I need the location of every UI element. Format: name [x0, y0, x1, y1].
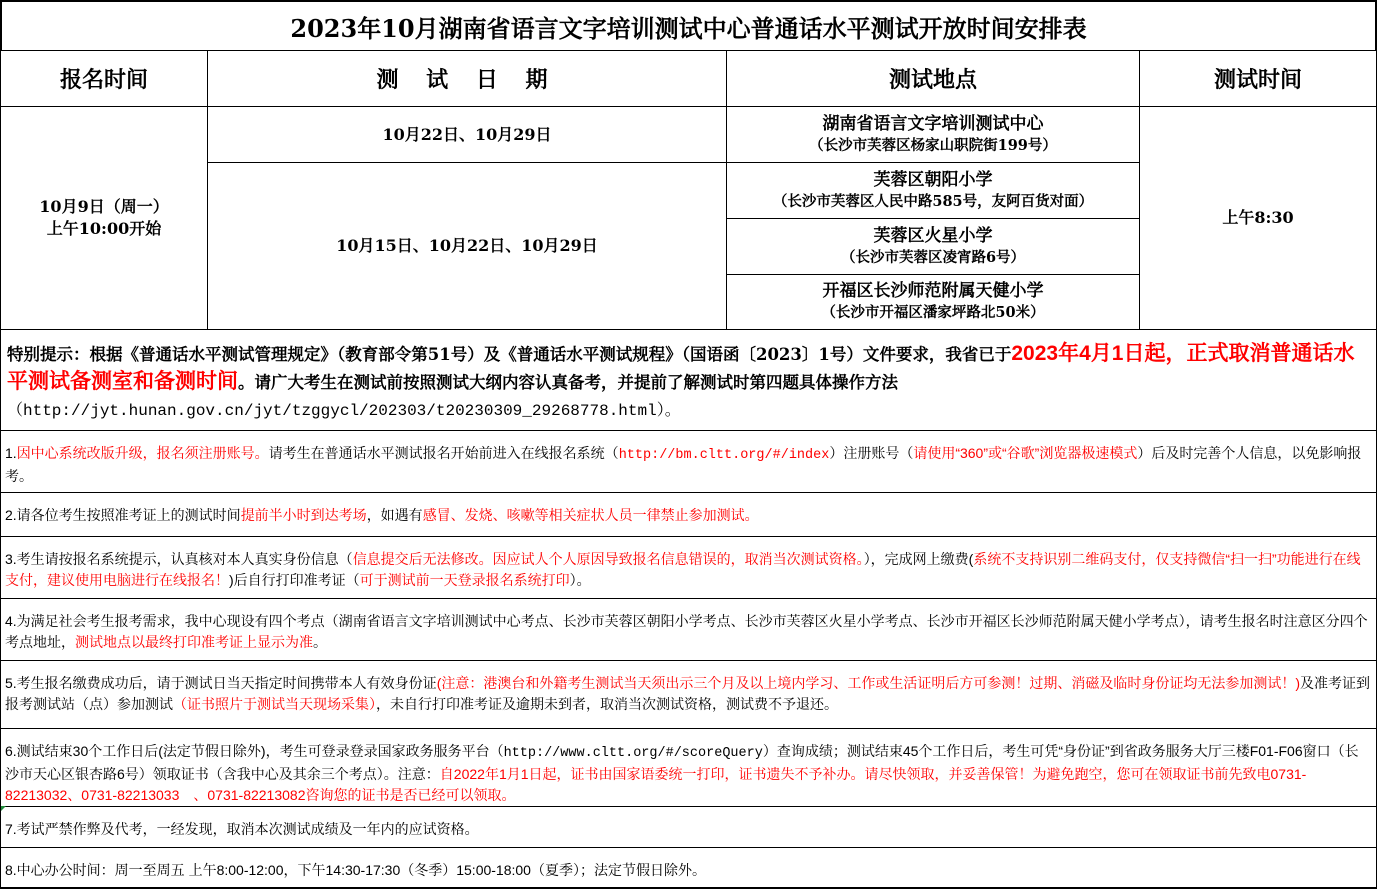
- note-segment: http://bm.cltt.org/#/index: [618, 448, 830, 463]
- note-segment: 测试地点以最终打印准考证上显示为准: [75, 634, 313, 650]
- note-segment: ）后及时完善个人信息，以免影响报考。: [5, 445, 1362, 484]
- note-8: [0, 847, 1377, 889]
- note-segment: 8.中心办公时间：周一至周五 上午8:00-12:00，下午14:30-17:30（冬季）15:00-18:00（夏季）；法定节假日除外。: [5, 862, 706, 878]
- test-date-group-1: [207, 106, 727, 163]
- test-dates: 10月22日、10月29日: [382, 124, 552, 144]
- note-segment: ，未自行打印准考证及逾期未到者，取消当次测试资格，测试费不予退还。: [376, 696, 838, 712]
- registration-time-cell: [0, 106, 208, 330]
- note-segment: ）注册账号（: [829, 445, 914, 461]
- special-notice-highlight: 2023年4月1日起，正式取消普通话水平测试备测室和备测时间: [7, 342, 1355, 393]
- note-segment: 可于测试前一天登录报名系统打印: [359, 572, 570, 588]
- note-1: [0, 430, 1377, 493]
- table-title: 2023年10月湖南省语言文字培训测试中心普通话水平测试开放时间安排表: [0, 0, 1377, 51]
- note-segment: 5.考生报名缴费成功后，请于测试日当天指定时间携带本人有效身份证: [5, 675, 437, 691]
- note-segment: 自2022年1月1日起，证书由国家语委统一打印，证书遗失不予补办。请尽快领取，并妥善保管！为避免跑空，您可在领取证书前先致电0731-82213032、0731-82213033 、0731-82213082咨询您的证书是否已经可以领取。: [5, 766, 1307, 803]
- note-6: [0, 728, 1377, 807]
- note-3: [0, 536, 1377, 599]
- note-segment: 系统不支持识别二维码支付，仅支持微信“扫一扫”功能进行在线支付，建议使用电脑进行在线报名！: [5, 551, 1361, 588]
- location-name: 开福区长沙师范附属天健小学: [822, 281, 1044, 301]
- note-segment: ）。: [569, 572, 591, 588]
- cell-comment-marker: [1, 806, 6, 811]
- location-address: （长沙市芙蓉区人民中路585号，友阿百货对面）: [772, 192, 1094, 210]
- note-segment: 3.考生请按报名系统提示，认真核对本人真实身份信息（: [5, 551, 353, 567]
- location-address: （长沙市开福区潘家坪路北50米）: [821, 304, 1045, 321]
- location-name: 芙蓉区火星小学: [873, 225, 993, 246]
- note-segment: 2.请各位考生按照准考证上的测试时间: [5, 507, 241, 523]
- special-notice: [0, 329, 1377, 431]
- location-address: （长沙市芙蓉区杨家山职院街199号）: [809, 136, 1057, 154]
- location-2: [726, 162, 1140, 219]
- test-dates: 10月15日、10月22日、10月29日: [336, 236, 598, 255]
- note-2: [0, 492, 1377, 537]
- location-1: [726, 106, 1140, 163]
- note-segment: (注意：港澳台和外籍考生测试当天须出示三个月及以上境内学习、工作或生活证明后方可参测！过期、消磁及临时身份证均无法参加测试！): [436, 675, 1301, 691]
- location-4: [726, 274, 1140, 330]
- note-segment: 请考生在普通话水平测试报名开始前进入在线报名系统（: [268, 445, 619, 461]
- note-segment: 因中心系统改版升级，报名须注册账号。: [16, 445, 269, 461]
- note-segment: （证书照片于测试当天现场采集）: [173, 696, 376, 712]
- registration-date: 10月9日（周一）: [39, 197, 169, 216]
- note-7: [0, 806, 1377, 848]
- note-segment: 1.: [5, 445, 17, 461]
- note-segment: 4.为满足社会考生报考需求，我中心现设有四个考点（湖南省语言文字培训测试中心考点、长沙市芙蓉区朝阳小学考点、长沙市芙蓉区火星小学考点、长沙市开福区长沙师范附属天健小学考点），请考生报名时注意区分四个考点地址，: [5, 613, 1368, 650]
- special-notice-text: 特别提示：根据《普通话水平测试管理规定》（教育部令第51号）及《普通话水平测试规程》（国语函〔2023〕1号）文件要求，我省已于: [7, 345, 1012, 364]
- note-segment: ），完成网上缴费(: [863, 551, 974, 567]
- note-segment: 请使用“360”或“谷歌”浏览器极速模式: [913, 445, 1138, 461]
- note-segment: 感冒、发烧、咳嗽等相关症状人员一律禁止参加测试。: [422, 507, 759, 523]
- header-test-location: 测试地点: [726, 50, 1140, 107]
- note-segment: 信息提交后无法修改。因应试人个人原因导致报名信息错误的，取消当次测试资格。: [352, 551, 864, 567]
- note-4: [0, 598, 1377, 661]
- header-test-date: 测 试 日 期: [207, 50, 727, 107]
- note-segment: http://www.cltt.org/#/scoreQuery: [503, 746, 763, 761]
- header-test-time: 测试时间: [1139, 50, 1377, 107]
- note-segment: ）查询成绩；测试结束45个工作日后，考生可凭“身份证”到省政务服务大厅三楼F01-F06窗口（长沙市天心区银杏路6号）领取证书（含我中心及其余三个考点）。注意：: [5, 743, 1359, 782]
- note-5: [0, 660, 1377, 729]
- note-segment: 6.测试结束30个工作日后(法定节假日除外)，考生可登录登录国家政务服务平台（: [5, 743, 504, 759]
- note-segment: 。: [313, 634, 327, 650]
- test-time-cell: [1139, 106, 1377, 330]
- test-date-group-2: [207, 162, 727, 330]
- registration-start: 上午10:00开始: [46, 219, 162, 238]
- note-segment: 及准考证到报考测试站（点）参加测试: [5, 675, 1371, 712]
- location-3: [726, 218, 1140, 275]
- location-name: 芙蓉区朝阳小学: [873, 169, 993, 190]
- test-time-value: 上午8:30: [1222, 208, 1294, 227]
- header-registration-time: 报名时间: [0, 50, 208, 107]
- note-segment: 提前半小时到达考场: [240, 507, 367, 523]
- note-segment: 7.考试严禁作弊及代考，一经发现，取消本次测试成绩及一年内的应试资格。: [5, 821, 479, 837]
- location-name: 湖南省语言文字培训测试中心: [822, 113, 1044, 134]
- note-segment: ，如遇有: [366, 507, 423, 523]
- location-address: （长沙市芙蓉区凌宵路6号）: [840, 248, 1026, 266]
- special-notice-url: （http://jyt.hunan.gov.cn/jyt/tzggycl/202303/t20230309_29268778.html）。: [7, 402, 681, 420]
- special-notice-text-2: 。请广大考生在测试前按照测试大纲内容认真备考，并提前了解测试时第四题具体操作方法: [238, 373, 898, 392]
- note-segment: )后自行打印准考证（: [229, 572, 360, 588]
